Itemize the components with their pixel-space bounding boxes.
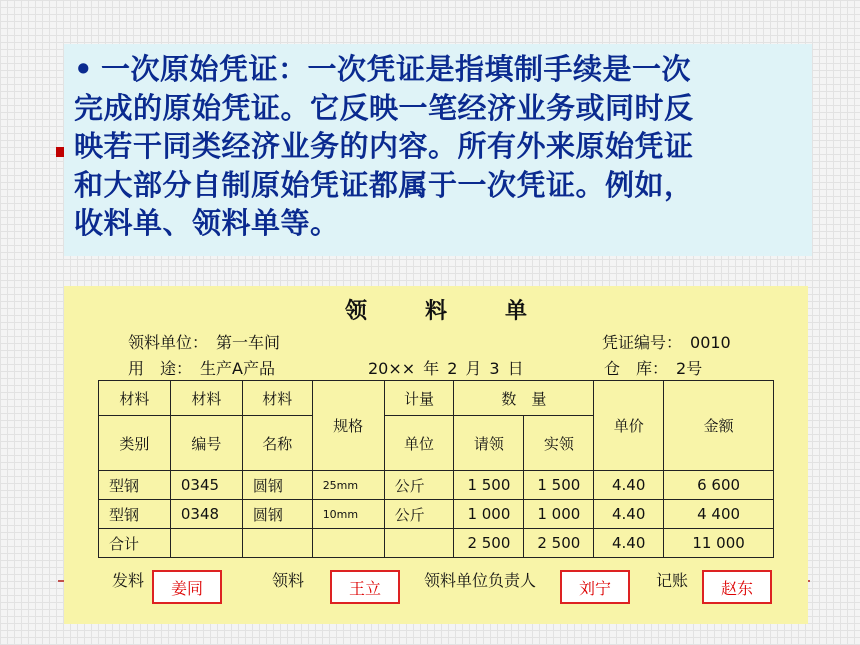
form-title: 领料单 xyxy=(344,299,585,324)
slide-line-2: 完成的原始凭证。它反映一笔经济业务或同时反 xyxy=(74,90,694,125)
th-unit-1: 计量 xyxy=(384,381,454,416)
dept-value: 第一车间 xyxy=(216,333,281,352)
voucher-label: 凭证编号： xyxy=(602,333,683,352)
use-row xyxy=(128,356,283,379)
slide-line-1: • 一次原始凭证：一次凭证是指填制手续是一次 xyxy=(74,52,692,86)
table-row: 型钢 0348 圆钢 10mm 公斤 1 000 1 000 4.40 4 400 xyxy=(99,500,774,529)
th-name-2: 名称 xyxy=(242,416,312,471)
dept-row xyxy=(128,330,288,353)
slide-line-5: 收料单、领料单等。 xyxy=(74,206,340,240)
receiver-label: 领料 xyxy=(272,571,305,590)
date-day: 3 xyxy=(489,359,500,378)
voucher-value: 0010 xyxy=(690,333,731,352)
slide-line-3: 映若干同类经济业务的内容。所有外来原始凭证 xyxy=(74,129,694,163)
header-row-1 xyxy=(99,381,774,416)
th-price: 单价 xyxy=(594,381,664,471)
date-row: 20×× 年 2 月 3 日 xyxy=(368,359,524,378)
total-amount: 11 000 xyxy=(664,529,774,558)
th-no-1: 材料 xyxy=(170,381,242,416)
total-row xyxy=(99,529,774,558)
use-label: 用 途： xyxy=(128,359,193,378)
issuer-label: 发料 xyxy=(112,571,145,590)
th-unit-2: 单位 xyxy=(384,416,454,471)
receiver-stamp: 王立 xyxy=(330,570,400,604)
th-actual: 实领 xyxy=(524,416,594,471)
date-year: 20×× xyxy=(368,359,416,378)
use-value: 生产A产品 xyxy=(200,359,275,378)
th-spec: 规格 xyxy=(312,381,384,471)
warehouse-row xyxy=(604,356,710,379)
dept-label: 领料单位： xyxy=(128,333,209,352)
voucher-row xyxy=(602,330,739,353)
th-type-1: 材料 xyxy=(99,381,171,416)
th-quantity: 数 量 xyxy=(454,381,594,416)
requisition-form xyxy=(64,286,808,624)
total-label: 合计 xyxy=(99,529,171,558)
requisition-table xyxy=(98,380,774,558)
th-amount: 金额 xyxy=(664,381,774,471)
table-row: 型钢 0345 圆钢 25mm 公斤 1 500 1 500 4.40 6 600 xyxy=(99,471,774,500)
total-actual: 2 500 xyxy=(524,529,594,558)
warehouse-label: 仓 库： xyxy=(604,359,669,378)
date-month: 2 xyxy=(447,359,458,378)
th-type-2: 类别 xyxy=(99,416,171,471)
th-no-2: 编号 xyxy=(170,416,242,471)
slide-line-4: 和大部分自制原始凭证都属于一次凭证。例如， xyxy=(74,167,694,202)
warehouse-value: 2号 xyxy=(676,359,703,378)
slide-text-box xyxy=(64,44,812,256)
bookkeeper-stamp: 赵东 xyxy=(702,570,772,604)
issuer-stamp: 姜同 xyxy=(152,570,222,604)
head-label: 领料单位负责人 xyxy=(424,571,537,590)
bullet: • xyxy=(74,52,94,86)
head-stamp: 刘宁 xyxy=(560,570,630,604)
th-requested: 请领 xyxy=(454,416,524,471)
bookkeeper-label: 记账 xyxy=(656,571,689,590)
th-name-1: 材料 xyxy=(242,381,312,416)
total-requested: 2 500 xyxy=(454,529,524,558)
total-price: 4.40 xyxy=(594,529,664,558)
